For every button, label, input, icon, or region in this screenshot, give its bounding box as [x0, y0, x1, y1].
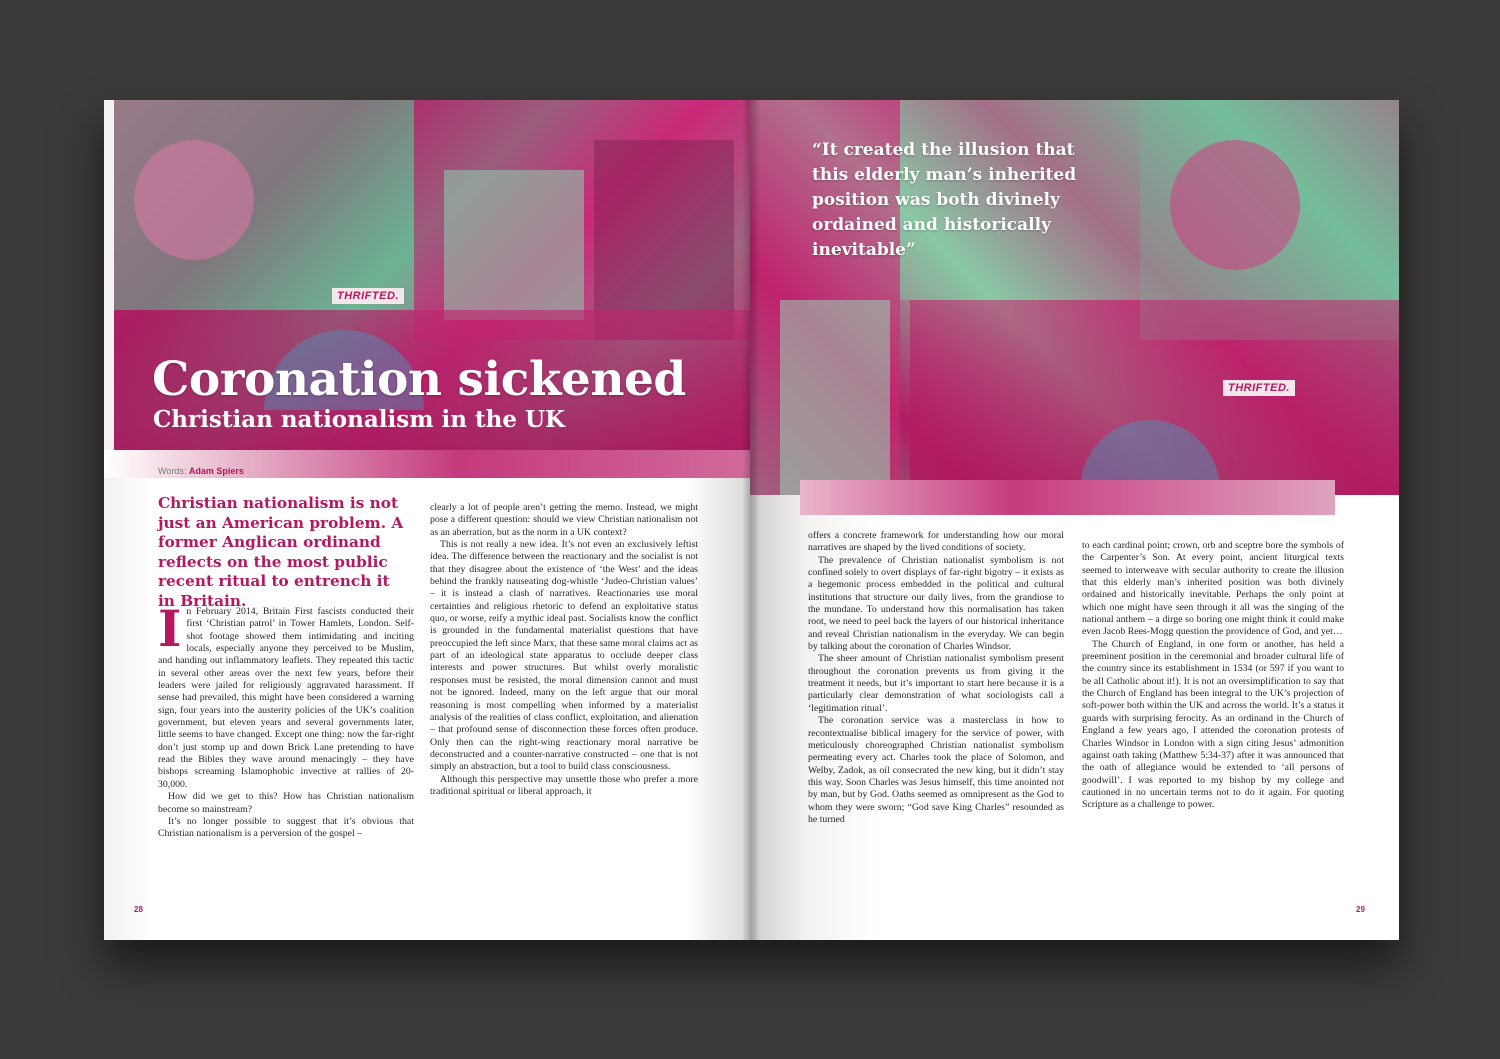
right-page: [750, 100, 1399, 940]
body-paragraph: It’s no longer possible to suggest that it’s obvious that Christian nationalism is a perversion of the gospel –: [158, 815, 414, 840]
decorative-strip: [800, 480, 1335, 515]
body-column-1: [158, 599, 414, 841]
paragraph-text: n February 2014, Britain First fascists conducted their first ‘Christian patrol’ in Tower Hamlets, London. Self-shot footage showed them intimidating and inciting locals, especially anyone they perceived to be Muslim, and handing out inflammatory leaflets. They repeated this tactic in several other areas over the next few years, before their leaders were jailed for religiously aggravated harassment. If sense had prevailed, this might have been considered a warning sign, four years into the austerity policies of the UK’s coalition government, but eleven years and several governments later, little seems to have changed. Except one thing: now the far-right don’t just stomp up and down Brick Lane pretending to have read the Bibles they wave around menacingly – they have bishops screaming Islamophobic invective at rallies of 20-30,000.: [158, 606, 414, 790]
standfirst: Christian nationalism is not just an American problem. A former Anglican ordinand reflects on the most public recent ritual to entrench it in Britain.: [158, 494, 404, 610]
body-paragraph: This is not really a new idea. It’s not even an exclusively leftist idea. The difference between the reactionary and the socialist is not that they disagree about the existence of ‘the West’ and the ideas behind the frankly nauseating dog-whistle ‘Judeo-Christian values’ – it is instead a clash of narratives. Reactionaries use moral certainties and religious rhetoric to defend an exploitative status quo, or worse, reify a mythic ideal past. Socialists know the conflict is grounded in the fundamental materialist questions that have preoccupied the left since Marx, that these same moral claims act as part of an ideological state apparatus to occlude deeper class interests and power structures. But whilst overly moralistic responses must be resisted, the moral dimension cannot and must not be ignored. Indeed, many on the left argue that our moral reasoning is most compelling when informed by a materialist analysis of the realities of class conflict, exploitation, and alienation – that profound sense of disconnection these forces often produce. Only then can the right-wing reactionary moral narrative be deconstructed and a counter-narrative constructed – one that is not simply an abstraction, but a tool to build class consciousness.: [430, 539, 698, 773]
magazine-spread: [104, 100, 1399, 940]
body-paragraph: The coronation service was a masterclass in how to recontextualise biblical imagery for the service of power, with meticulously choreographed Christian nationalist symbolism permeating every act. Charles took the place of Solomon, and Welby, Zadok, as oil consecrated the new king, but it didn’t stay this way. Soon Charles was Jesus himself, this time anointed not by man, but by God. Oaths seemed as omnipresent as the God to whom they were sworn; “God save King Charles” resounded as he turned: [808, 715, 1064, 825]
body-paragraph: How did we get to this? How has Christian nationalism become so mainstream?: [158, 791, 414, 815]
page-number-right: 29: [1356, 905, 1365, 914]
page-number-left: 28: [134, 905, 143, 914]
article-subtitle: Christian nationalism in the UK: [153, 406, 566, 433]
pull-quote: “It created the illusion that this elderly man’s inherited position was both divinely ordained and historically inevitable”: [812, 140, 1077, 260]
article-title: Coronation sickened: [152, 352, 686, 407]
thrifted-sign: THRIFTED.: [1223, 380, 1295, 396]
left-page: [104, 100, 750, 940]
body-paragraph: clearly a lot of people aren’t getting the memo. Instead, we might pose a different question: should we view Christian nationalism not as an aberration, but as the norm in a UK context?: [430, 502, 698, 538]
body-paragraph: to each cardinal point; crown, orb and sceptre bore the symbols of the Carpenter’s Son. At every point, ancient liturgical texts seemed to interweave with secular authority to create the illusion that this elderly man’s inherited position was both divinely ordained and historically inevitable. Perhaps the only point at which one might have seen through it all was the singing of the national anthem – a dirge so boring one might think it could make even Jacob Rees-Mogg question the providence of God, and yet…: [1082, 540, 1344, 638]
body-paragraph: [158, 599, 414, 791]
body-paragraph: The prevalence of Christian nationalist symbolism is not confined solely to overt displays of far-right bigotry – it exists as a hegemonic process embedded in the political and cultural institutions that structure our daily lives, from the grandiose to the mundane. To understand how this normalisation has taken root, we need to peel back the layers of our historical inheritance and reveal Christian nationalism in the everyday. We can begin by talking about the coronation of Charles Windsor.: [808, 554, 1064, 653]
byline: [158, 466, 244, 476]
body-paragraph: The Church of England, in one form or another, has held a preeminent position in the ceremonial and broader cultural life of the country since its establishment in 1534 (or 597 if you want to be all Catholic about it!). It is not an oversimplification to say that the Church of England has been integral to the UK’s projection of soft-power both within the UK and across the world. It’s a status it guards with surprising ferocity. As an ordinand in the Church of England a few years ago, I attended the coronation protests of Charles Windsor in London with a sign citing Jesus’ admonition against oath taking (Matthew 5:34-37) after it was announced that the oath of allegiance would be extended to ‘all persons of goodwill’. I was reported to my bishop by my college and cautioned in no uncertain terms not to do it again. For quoting Scripture as a challenge to power.: [1082, 638, 1344, 811]
body-column-4: [1082, 540, 1344, 812]
byline-label: Words:: [158, 466, 187, 476]
body-column-2: [430, 502, 698, 798]
body-column-3: [808, 530, 1064, 826]
body-paragraph: Although this perspective may unsettle those who prefer a more traditional spiritual or liberal approach, it: [430, 773, 698, 797]
body-paragraph: The sheer amount of Christian nationalist symbolism present throughout the coronation prevents us from giving it the treatment it needs, but it’s important to start here because it is a particularly clear demonstration of what sociologists call a ‘legitimation ritual’.: [808, 653, 1064, 714]
thrifted-sign: THRIFTED.: [332, 288, 404, 304]
drop-cap: I: [158, 599, 182, 658]
book-gutter: [742, 100, 760, 940]
byline-author: Adam Spiers: [188, 466, 244, 476]
body-paragraph: offers a concrete framework for understanding how our moral narratives are shaped by the lived conditions of society.: [808, 530, 1064, 554]
